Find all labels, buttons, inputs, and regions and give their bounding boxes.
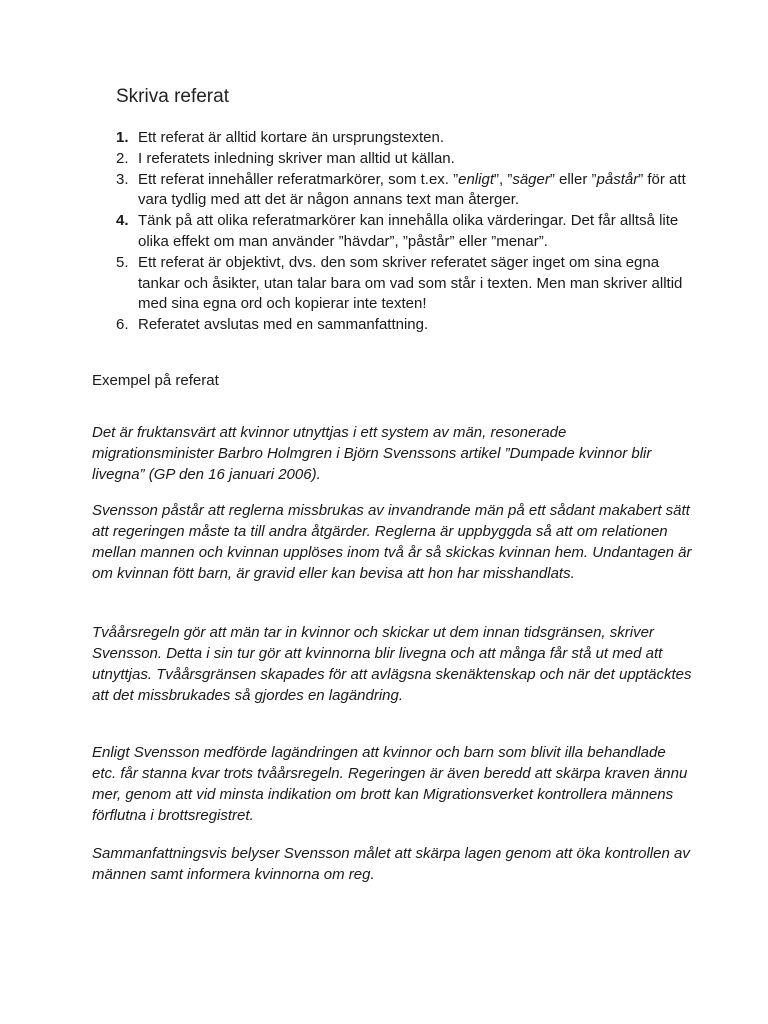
list-item xyxy=(116,170,696,212)
list-item-number: 5. xyxy=(116,253,129,271)
list-item-number: 2. xyxy=(116,149,129,167)
text-segment: ” för att vara tydlig med att det är någon annans text man återger. xyxy=(138,170,686,209)
example-paragraph: Svensson påstår att reglerna missbrukas av invandrande män på ett sådant makabert sätt att regeringen måste ta till andra åtgärder. Reglerna är uppbyggda så att om relationen mellan mannen och kvinnan upplöses inom två år så skickas kvinnan hem. Undantagen är om kvinnan fött barn, är gravid eller kan bevisa att hon har misshandlats. xyxy=(92,502,692,582)
list-item xyxy=(116,253,696,315)
list-item-text: I referatets inledning skriver man alltid ut källan. xyxy=(138,149,455,167)
list-item-text: Referatet avslutas med en sammanfattning. xyxy=(138,316,429,334)
list-item xyxy=(116,128,696,149)
example-paragraph: Sammanfattningsvis belyser Svensson målet att skärpa lagen genom att öka kontrollen av männen samt informera kvinnorna om reg. xyxy=(92,845,690,883)
text-segment: Ett referat innehåller referatmarkörer, som t.ex. ” xyxy=(138,170,459,188)
rules-list xyxy=(116,128,696,336)
list-item-number: 3. xyxy=(116,170,129,188)
list-item-text xyxy=(138,170,696,212)
text-segment: ”, ” xyxy=(493,170,513,188)
list-item-number: 1. xyxy=(116,129,129,146)
example-paragraph: Det är fruktansvärt att kvinnor utnyttjas i ett system av män, resonerade migrationsminister Barbro Holmgren i Björn Svenssons artikel ”Dumpade kvinnor blir livegna” (GP den 16 januari 2006). xyxy=(92,424,652,483)
text-segment: ” eller ” xyxy=(549,170,597,188)
list-item xyxy=(116,149,696,170)
emphasis: enligt xyxy=(458,170,494,188)
page-title: Skriva referat xyxy=(116,86,229,107)
example-paragraph: Tvåårsregeln gör att män tar in kvinnor och skickar ut dem innan tidsgränsen, skriver Svensson. Detta i sin tur gör att kvinnorna blir livegna och att många får stå ut med att utnyttjas. Tvåårsgränsen skapades för att avlägsna skenäktenskap och när det upptäcktes att det missbrukades så gjordes en lagändring. xyxy=(92,624,692,704)
emphasis: säger xyxy=(512,170,550,188)
list-item-text: Ett referat är alltid kortare än ursprungstexten. xyxy=(138,129,444,146)
example-paragraph: Enligt Svensson medförde lagändringen att kvinnor och barn som blivit illa behandlade etc. får stanna kvar trots tvåårsregeln. Regeringen är även beredd att skärpa kraven ännu mer, genom att vid minsta indikation om brott kan Migrationsverket kontrollera männens förflutna i brottsregistret. xyxy=(92,744,688,824)
emphasis: påstår xyxy=(596,170,639,188)
list-item-number: 6. xyxy=(116,316,129,334)
list-item-number: 4. xyxy=(116,212,129,230)
list-item-text: Tänk på att olika referatmarkörer kan innehålla olika värderingar. Det får alltså lite olika effekt om man använder ”hävdar”, ”påstår” eller ”menar”. xyxy=(138,212,679,250)
list-item xyxy=(116,315,696,336)
list-item-text: Ett referat är objektivt, dvs. den som skriver referatet säger inget om sina egna tankar och åsikter, utan talar bara om vad som står i texten. Men man skriver alltid med sina egna ord och kopierar inte texten! xyxy=(138,253,683,313)
example-heading: Exempel på referat xyxy=(92,372,219,389)
list-item xyxy=(116,211,696,253)
